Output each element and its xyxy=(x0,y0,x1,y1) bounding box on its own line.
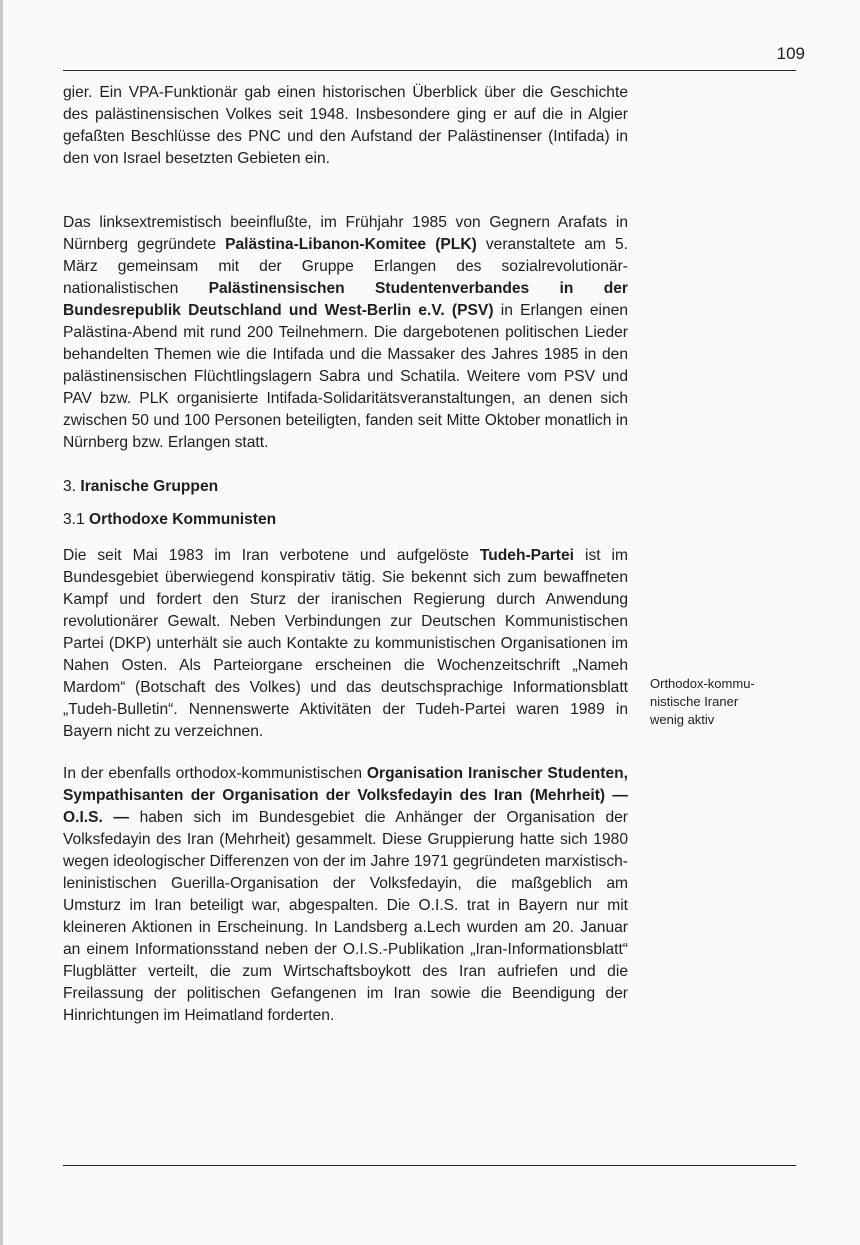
margin-note-line: Orthodox-kommu- xyxy=(650,676,755,691)
section-number: 3. xyxy=(63,478,77,495)
paragraph-tudeh-partei xyxy=(63,545,628,743)
subsection-heading-orthodoxe-kommunisten xyxy=(63,509,628,531)
text-run: veranstaltete am 5. März gemeinsam mit der Gruppe Erlangen des sozialrevolutionär-nationalistischen xyxy=(63,236,628,297)
header-rule xyxy=(63,70,796,71)
bold-term: Organisation Iranischer Studenten, Sympathisanten der Organisation der Volksfedayin des Iran (Mehrheit) — O.I.S. — xyxy=(63,765,628,826)
text-run: in Erlangen einen Palästina-Abend mit rund 200 Teilnehmern. Die dargebotenen politischen Lieder behandelten Themen wie die Intifada und die Massaker des Jahres 1985 in den palästinensischen Flüchtlingslagern Sabra und Schatila. Weitere vom PSV und PAV bzw. PLK organisierte Intifada-Solidaritätsveranstaltungen, an denen sich zwischen 50 und 100 Personen beteiligten, fanden seit Mitte Oktober monatlich in Nürnberg bzw. Erlangen statt. xyxy=(63,302,628,451)
subsection-title: Orthodoxe Kommunisten xyxy=(89,511,277,528)
bold-term: Palästinensischen Studentenverbandes in der Bundesrepublik Deutschland und West-Berlin e.V. (PSV) xyxy=(63,280,628,319)
bold-term: Tudeh-Partei xyxy=(479,547,575,564)
page-number: 109 xyxy=(776,44,805,63)
bold-term: Palästina-Libanon-Komitee (PLK) xyxy=(225,236,477,253)
paragraph-plk-psv xyxy=(63,212,628,454)
text-run: Die seit Mai 1983 im Iran verbotene und aufgelöste xyxy=(63,547,480,564)
body-text xyxy=(63,82,628,1027)
text-run: haben sich im Bundesgebiet die Anhänger der Organisation der Volksfedayin des Iran (Mehrheit) gesammelt. Diese Gruppierung hatte sich 1980 wegen ideologischer Differenzen von der im Jahre 1971 gegründeten marxistisch-leninistischen Guerilla-Organisation der Volksfedayin, die maßgeblich am Umsturz im Iran beteiligt war, abgespalten. Die O.I.S. trat in Bayern nur mit kleineren Aktionen in Erscheinung. In Landsberg a.Lech wurden am 20. Januar an einem Informationsstand neben der O.I.S.-Publikation „Iran-Informationsblatt“ Flugblätter verteilt, die zum Wirtschaftsboykott des Iran aufriefen und die Freilassung der politischen Gefangenen im Iran sowie die Beendigung der Hinrichtungen im Heimatland forderten. xyxy=(63,809,628,1024)
margin-note xyxy=(650,675,800,729)
margin-note-line: nistische Iraner xyxy=(650,694,739,709)
scan-edge xyxy=(0,0,3,1245)
text-run: In der ebenfalls orthodox-kommunistischen xyxy=(63,765,367,782)
section-title: Iranische Gruppen xyxy=(80,478,219,495)
text-run: Das linksextremistisch beeinflußte, im Frühjahr 1985 von Gegnern Arafats in Nürnberg gegründete xyxy=(63,214,628,253)
paragraph-ois xyxy=(63,763,628,1027)
text-run: ist im Bundesgebiet überwiegend konspirativ tätig. Sie bekennt sich zum bewaffneten Kampf und fordert den Sturz der iranischen Regierung durch Anwendung revolutionärer Gewalt. Neben Verbindungen zur Deutschen Kommunistischen Partei (DKP) unterhält sie auch Kontakte zu kommunistischen Organisationen im Nahen Osten. Als Parteiorgane erscheinen die Wochenzeitschrift „Nameh Mardom“ (Botschaft des Volkes) und das deutschsprachige Informationsblatt „Tudeh-Bulletin“. Nennenswerte Aktivitäten der Tudeh-Partei waren 1989 in Bayern nicht zu verzeichnen. xyxy=(63,547,628,740)
paragraph-intifada-overview: gier. Ein VPA-Funktionär gab einen historischen Überblick über die Geschichte des palästinensischen Volkes seit 1948. Insbesondere ging er auf die in Algier gefaßten Beschlüsse des PNC und den Aufstand der Palästinenser (Intifada) in den von Israel besetzten Gebieten ein. xyxy=(63,84,628,167)
subsection-number: 3.1 xyxy=(63,511,85,528)
section-heading-iranische-gruppen xyxy=(63,476,628,498)
margin-note-line: wenig aktiv xyxy=(650,712,715,727)
footer-rule xyxy=(63,1165,796,1166)
